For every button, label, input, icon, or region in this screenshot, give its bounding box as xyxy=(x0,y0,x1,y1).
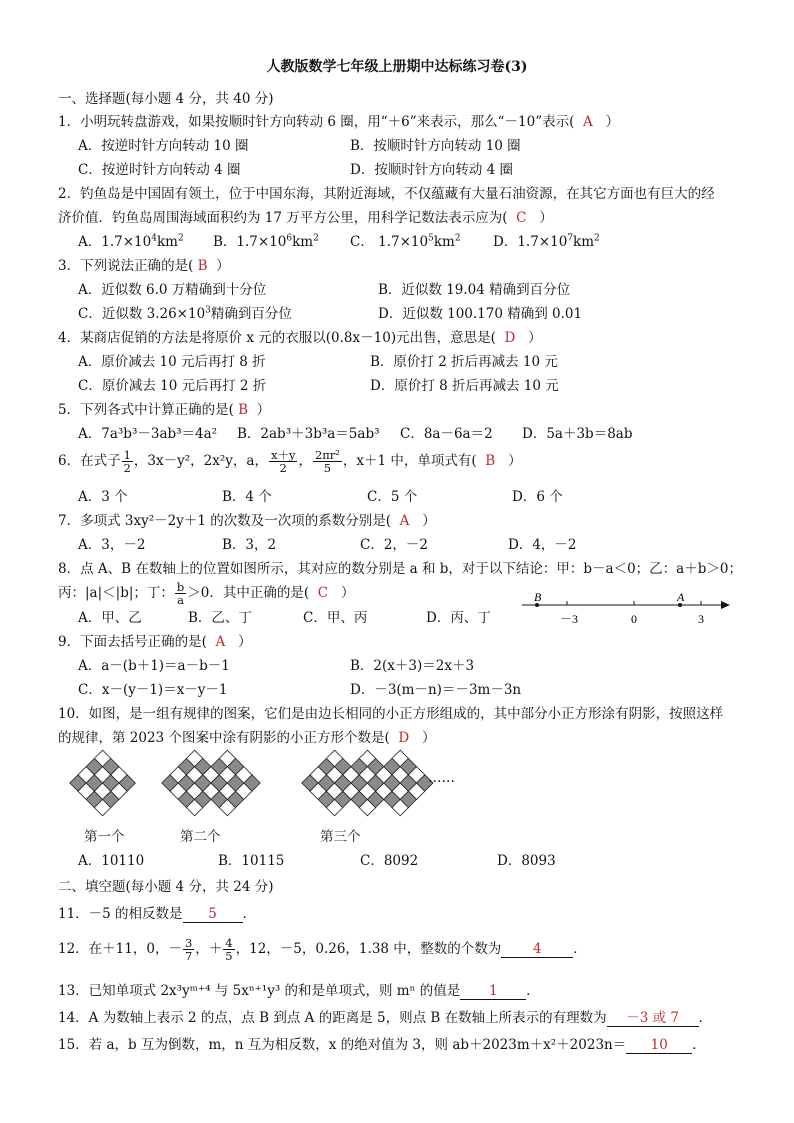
question-1: 1．小明玩转盘游戏，如果按顺时针方向转动 6 圈，用“＋6”来表示，那么“－10”表示( A ） xyxy=(58,114,620,130)
answer-1: A xyxy=(583,114,593,130)
q10-option-a: A．10110 xyxy=(78,853,145,869)
svg-text:A: A xyxy=(677,590,685,604)
pattern-figure-2 xyxy=(162,750,260,816)
question-2-line-2: 济价值．钓鱼岛周围海域面积约为 17 万平方公里，用科学记数法表示应为( C ） xyxy=(58,210,553,226)
pattern-figures xyxy=(60,748,480,818)
q6-option-d: D．6 个 xyxy=(512,489,563,505)
number-line-figure xyxy=(520,588,732,628)
q4-option-c: C．原价减去 10 元后再打 2 折 xyxy=(78,378,267,394)
answer-9: A xyxy=(215,634,226,650)
q10-option-c: C．8092 xyxy=(360,853,419,869)
q8-option-c: C．甲、丙 xyxy=(303,610,368,626)
q3-option-d: D．近似数 100.170 精确到 0.01 xyxy=(378,306,583,322)
svg-text:B: B xyxy=(534,590,542,604)
question-7: 7．多项式 3xy²－2y＋1 的次数及一次项的系数分别是( A ） xyxy=(58,513,436,529)
fraction-x-plus-y-over-2: $\frac{x+y}{2}$ xyxy=(270,448,296,475)
question-8-line-2: 丙：|a|＜|b|；丁： $\frac{b}{a}$ ＞0．其中正确的是( C ） xyxy=(58,580,355,607)
q2-option-c: C． $1.7\times 10^5km^2$ xyxy=(350,233,461,250)
q7-option-d: D．4，－2 xyxy=(508,537,577,553)
answer-6: B xyxy=(485,453,496,469)
answer-8: C xyxy=(317,585,329,601)
answer-10: D xyxy=(398,730,410,746)
q5-option-c: C．8a－6a＝2 xyxy=(400,426,493,442)
q1-option-c: C．按逆时针方向转动 4 圈 xyxy=(78,162,241,178)
question-12: 12．在＋11，0，－ $\frac{3}{7}$ ，＋ $\frac{4}{5}$ ，12，－5，0.26，1.38 中，整数的个数为 4 ． xyxy=(58,936,587,963)
question-10-line-1: 10．如图，是一组有规律的图案，它们是由边长相同的小正方形组成的，其中部分小正方形涂有阴影，按照这样 xyxy=(58,706,724,722)
pattern-caption-1: 第一个 xyxy=(84,829,125,845)
q5-option-d: D．5a＋3b＝8ab xyxy=(522,426,633,442)
q7-option-c: C．2，－2 xyxy=(360,537,429,553)
pattern-caption-3: 第三个 xyxy=(320,829,361,845)
q8-option-b: B．乙、丁 xyxy=(188,610,252,626)
q4-option-d: D．原价打 8 折后再减去 10 元 xyxy=(370,378,559,394)
q10-option-d: D．8093 xyxy=(497,853,556,869)
q4-option-b: B．原价打 2 折后再减去 10 元 xyxy=(370,354,558,370)
answer-12: 4 xyxy=(501,941,573,958)
pattern-ellipsis: …… xyxy=(428,770,455,786)
answer-4: D xyxy=(504,330,516,346)
answer-7: A xyxy=(399,513,410,529)
answer-5: B xyxy=(238,402,249,418)
q2-option-a: A．$1.7\times 10^4km^2$ xyxy=(78,233,184,250)
q7-option-b: B．3，2 xyxy=(222,537,277,553)
q6-option-a: A．3 个 xyxy=(78,489,128,505)
fraction-4-5: $\frac{4}{5}$ xyxy=(225,936,233,963)
question-4: 4．某商店促销的方法是将原价 x 元的衣服以(0.8x－10)元出售，意思是( D ） xyxy=(58,330,542,346)
q5-option-b: B．2ab³＋3b³a＝5ab³ xyxy=(237,426,380,442)
question-6: 6．在式子 $\frac{1}{2}$ ，3x－y²，2x²y，a， $\frac{x+y}{2}$ ， $\frac{\text{2πr²}}{5}$ ，x＋1 中，单项式有( B ） xyxy=(58,448,522,475)
question-3: 3．下列说法正确的是( B ） xyxy=(58,258,230,274)
q9-option-a: A．a－(b＋1)＝a－b－1 xyxy=(78,658,230,674)
q9-option-b: B．2(x＋3)＝2x＋3 xyxy=(350,658,475,674)
q10-option-b: B．10115 xyxy=(218,853,285,869)
q4-option-a: A．原价减去 10 元后再打 8 折 xyxy=(78,354,266,370)
fraction-3-7: $\frac{3}{7}$ xyxy=(184,936,193,963)
q3-option-b: B．近似数 19.04 精确到百分位 xyxy=(378,282,571,298)
page-title: 人教版数学七年级上册期中达标练习卷(3) xyxy=(266,59,528,75)
question-10-line-2: 的规律，第 2023 个图案中涂有阴影的小正方形个数是( D ） xyxy=(58,730,436,746)
answer-15: 10 xyxy=(626,1037,692,1054)
svg-text:0: 0 xyxy=(631,612,637,626)
fraction-2pi-r2-over-5: $\frac{\text{2πr²}}{5}$ xyxy=(314,448,340,475)
pattern-figure-1 xyxy=(70,750,136,816)
fraction-b-over-a: $\frac{b}{a}$ xyxy=(176,580,185,607)
question-9: 9．下面去括号正确的是( A ） xyxy=(58,634,252,650)
answer-11: 5 xyxy=(183,906,243,923)
pattern-caption-2: 第二个 xyxy=(180,829,221,845)
question-13: 13．已知单项式 2x³yᵐ⁺⁴ 与 5xⁿ⁺¹y³ 的和是单项式，则 mⁿ 的值是 1 ． xyxy=(58,983,540,999)
fraction-1-2: $\frac{1}{2}$ xyxy=(123,448,131,475)
q7-option-a: A．3，－2 xyxy=(78,537,146,553)
q1-option-b: B．按顺时针方向转动 10 圈 xyxy=(350,138,521,154)
q9-option-c: C．x－(y－1)＝x－y－1 xyxy=(78,682,228,698)
q9-option-d: D．－3(m－n)＝－3m－3n xyxy=(350,682,522,698)
section-heading-1: 一、选择题(每小题 4 分，共 40 分) xyxy=(58,91,274,107)
question-2-line-1: 2．钓鱼岛是中国固有领土，位于中国东海，其附近海域，不仅蕴藏有大量石油资源，在其它方面也有巨大的经 xyxy=(58,186,715,202)
question-8-line-1: 8．点 A、B 在数轴上的位置如图所示，其对应的数分别是 a 和 b，对于以下结论：甲：b－a＜0；乙：a＋b＞0； xyxy=(58,561,742,577)
q8-option-a: A．甲、乙 xyxy=(78,610,142,626)
answer-3: B xyxy=(197,258,208,274)
svg-text:－3: －3 xyxy=(560,612,579,626)
q1-option-d: D．按顺时针方向转动 4 圈 xyxy=(350,162,513,178)
answer-2: C xyxy=(516,210,527,226)
q2-option-b: B．$1.7\times 10^6km^2$ xyxy=(213,233,319,250)
answer-13: 1 xyxy=(460,983,526,1000)
answer-14: －3 或 7 xyxy=(607,1010,699,1027)
q1-option-a: A．按逆时针方向转动 10 圈 xyxy=(78,138,249,154)
q8-option-d: D．丙、丁 xyxy=(426,610,491,626)
question-11: 11．－5 的相反数是 5 ． xyxy=(58,906,257,922)
q3-option-a: A．近似数 6.0 万精确到十分位 xyxy=(78,282,267,298)
section-heading-2: 二、填空题(每小题 4 分，共 24 分) xyxy=(58,879,274,895)
pattern-figure-3 xyxy=(302,750,433,816)
q2-option-d: D．$1.7\times 10^7km^2$ xyxy=(493,233,600,250)
q6-option-b: B．4 个 xyxy=(222,489,272,505)
question-5: 5．下列各式中计算正确的是( B ） xyxy=(58,402,271,418)
q3-option-c: C．近似数 $3.26\times 10^3$精确到百分位 xyxy=(78,305,292,322)
question-14: 14．A 为数轴上表示 2 的点，点 B 到点 A 的距离是 5，则点 B 在数轴上所表示的有理数为 －3 或 7 ． xyxy=(58,1010,713,1026)
q6-option-c: C．5 个 xyxy=(367,489,418,505)
q5-option-a: A．7a³b³－3ab³＝4a² xyxy=(78,426,218,442)
svg-text:3: 3 xyxy=(698,612,704,626)
question-15: 15．若 a，b 互为倒数，m，n 互为相反数，x 的绝对值为 3，则 ab＋2023m＋x²＋2023n＝ 10 ． xyxy=(58,1037,706,1053)
